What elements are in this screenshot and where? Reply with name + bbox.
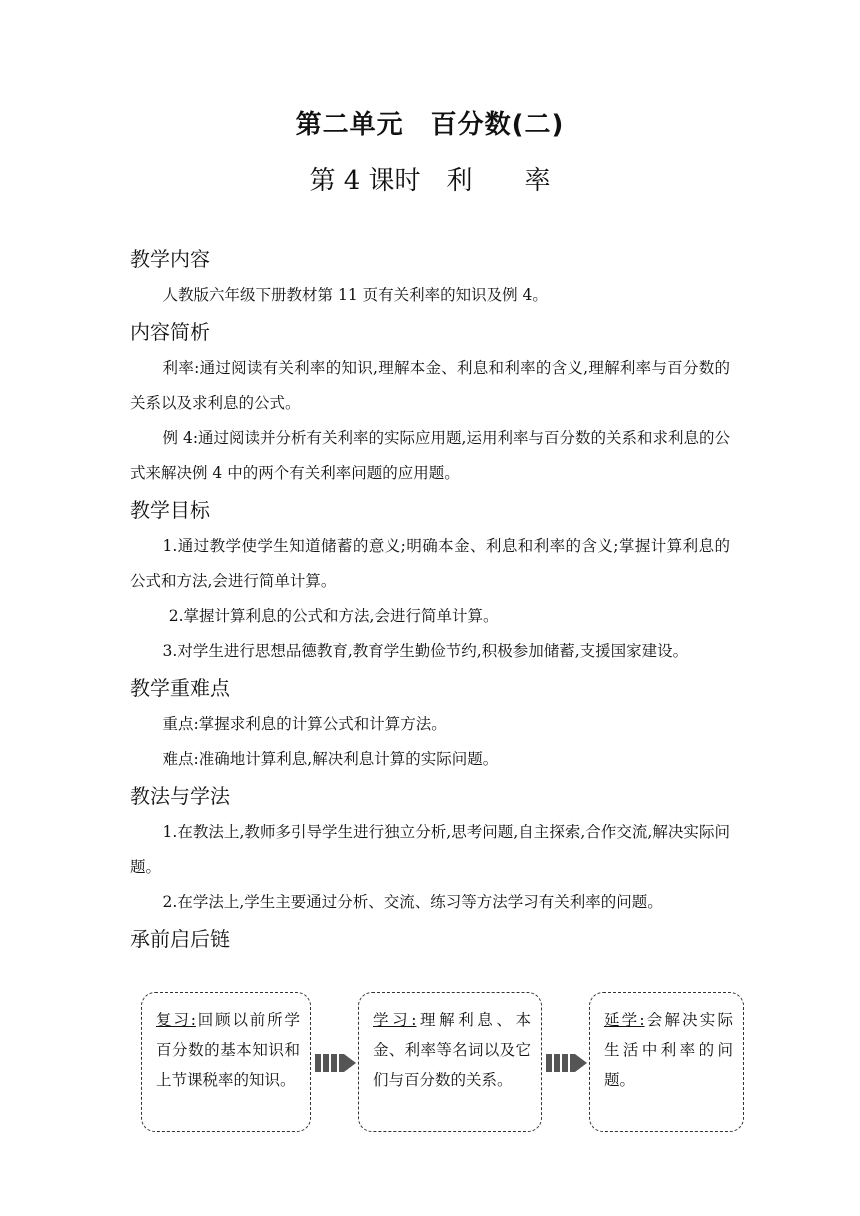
section-heading-chain: 承前启后链 [130,927,230,951]
paragraph: 人教版六年级下册教材第 11 页有关利率的知识及例 4。 [162,286,548,304]
paragraph: 2.在学法上,学生主要通过分析、交流、练习等方法学习有关利率的问题。 [162,893,663,911]
chain-box-text: 理解利息、本金、利率等名词以及它们与百分数的关系。 [373,1011,531,1089]
paragraph: 2.掌握计算利息的公式和方法,会进行简单计算。 [168,607,499,625]
chain-box-label: 学习: [373,1011,417,1029]
unit-title: 第二单元 百分数(二) [295,110,565,140]
chain-box-text: 回顾以前所学百分数的基本知识和上节课税率的知识。 [156,1011,300,1089]
chain-box-extend [589,992,744,1132]
paragraph: 难点:准确地计算利息,解决利息计算的实际问题。 [162,750,499,768]
paragraph: 3.对学生进行思想品德教育,教育学生勤俭节约,积极参加储蓄,支援国家建设。 [162,642,689,660]
section-heading-teaching-goals: 教学目标 [130,498,210,522]
section-heading-methods: 教法与学法 [130,784,230,808]
paragraph: 例 4:通过阅读并分析有关利率的实际应用题,运用利率与百分数的关系和求利息的公式来解决例 4 中的两个有关利率问题的应用题。 [130,429,730,482]
section-heading-key-points: 教学重难点 [130,676,230,700]
chain-box-label: 复习: [156,1011,196,1029]
chain-box-learn [358,992,542,1132]
section-heading-content-analysis: 内容简析 [130,320,210,344]
lesson-title: 第 4 课时 利 率 [309,166,551,196]
right-arrow-icon [545,1046,589,1080]
chain-box-label: 延学: [604,1011,645,1029]
paragraph: 1.通过教学使学生知道储蓄的意义;明确本金、利息和利率的含义;掌握计算利息的公式和方法,会进行简单计算。 [130,537,730,590]
learning-chain [0,992,860,1137]
section-heading-teaching-content: 教学内容 [130,247,210,271]
right-arrow-icon [314,1046,358,1080]
lesson-content [130,240,730,958]
paragraph: 利率:通过阅读有关利率的知识,理解本金、利息和利率的含义,理解利率与百分数的关系以及求利息的公式。 [130,359,730,412]
paragraph: 重点:掌握求利息的计算公式和计算方法。 [162,715,447,733]
chain-box-text: 会解决实际生活中利率的问题。 [604,1011,733,1089]
paragraph: 1.在教法上,教师多引导学生进行独立分析,思考问题,自主探索,合作交流,解决实际问题。 [130,823,730,876]
chain-box-review [141,992,311,1132]
